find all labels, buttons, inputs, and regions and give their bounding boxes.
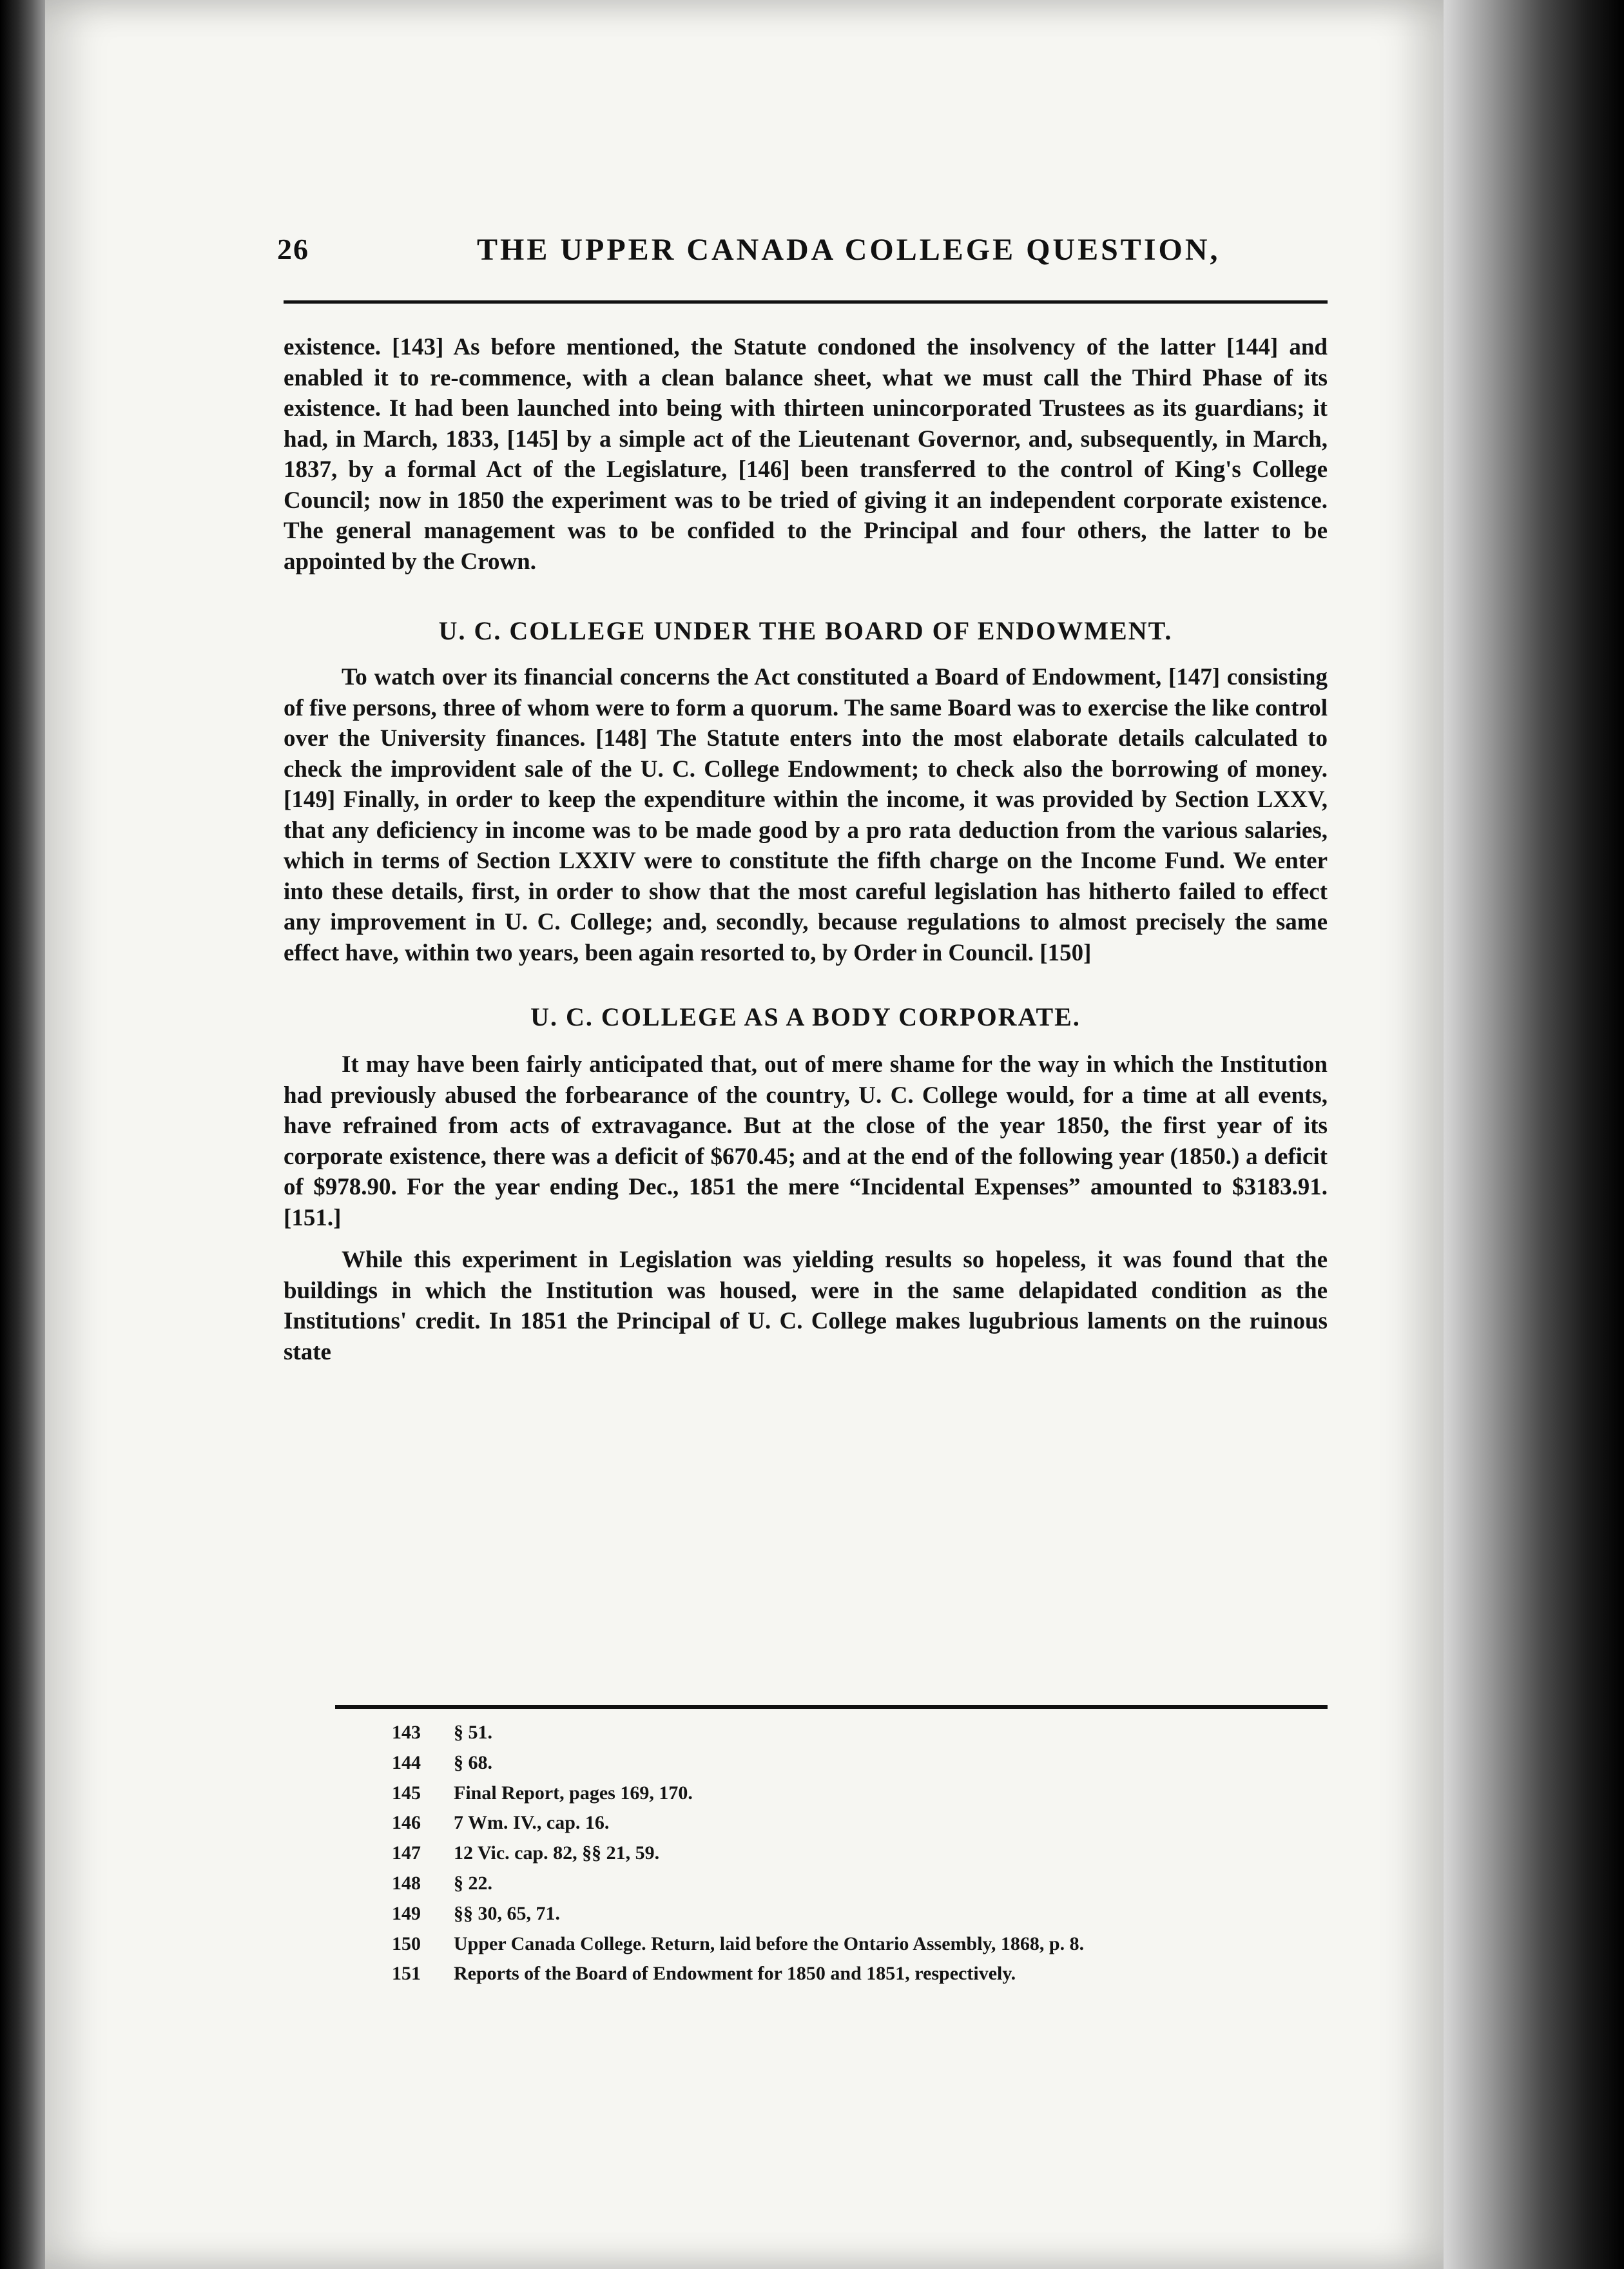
page-number: 26 [277,233,309,266]
footnote [392,1959,1358,1989]
footnote-number: 143 [392,1722,421,1743]
paragraph: existence. [143] As before mentioned, the Statute condoned the insolvency of the latter [144] and enabled it to re-commence, with a clean balance sheet, what we must call the Third Phase of its existence. It had been launched into being with thirteen unincorporated Trustees as its guardians; it had, in March, 1833, [145] by a simple act of the Lieutenant Governor, and, subsequently, in March, 1837, by a formal Act of the Legislature, [146] been transferred to the control of King's College Council; now in 1850 the experiment was to be tried of giving it an independent corporate existence. The general management was to be confided to the Principal and four others, the latter to be appointed by the Crown. [284,334,1328,575]
main-text [284,332,1328,1367]
footnote-number: 150 [392,1933,421,1954]
section-heading: U. C. COLLEGE AS A BODY CORPORATE. [530,1002,1081,1031]
footnote-number: 149 [392,1902,421,1924]
footnote-text: Upper Canada College. Return, laid before the Ontario Assembly, 1868, p. 8. [454,1933,1085,1954]
footnote-text: Final Report, pages 169, 170. [454,1782,693,1804]
footnote-text: § 22. [454,1872,492,1894]
footnote-text: § 68. [454,1751,492,1773]
footnote [392,1838,1358,1869]
footnote-text: Reports of the Board of Endowment for 1850 and 1851, respectively. [454,1963,1016,1985]
footnote-text: §§ 30, 65, 71. [454,1902,560,1924]
footnote [392,1718,1358,1748]
footnote-number: 145 [392,1782,421,1804]
footnote [392,1778,1358,1809]
footnote [392,1929,1358,1960]
footnote-number: 144 [392,1751,421,1773]
footnote-number: 146 [392,1812,421,1834]
running-head: THE UPPER CANADA COLLEGE QUESTION, [477,233,1221,267]
book-spine-shadow [0,0,45,2269]
footnote-number: 151 [392,1963,421,1985]
footnote [392,1899,1358,1929]
footnote [392,1748,1358,1778]
header-rule [284,300,1328,304]
footnotes-list [392,1718,1358,1989]
footnote [392,1869,1358,1899]
section-heading: U. C. COLLEGE UNDER THE BOARD OF ENDOWMENT. [438,616,1173,645]
page-header [277,232,1328,277]
paragraph: To watch over its financial concerns the Act constituted a Board of Endowment, [147] consisting of five persons, three of whom were to form a quorum. The same Board was to exercise the like control over the University finances. [148] The Statute enters into the most elaborate details calculated to check the improvident sale of the U. C. College Endowment; to check also the borrowing of money. [149] Finally, in order to keep the expenditure within the income, it was provided by Section LXXV, that any deficiency in income was to be made good by a pro rata deduction from the various salaries, which in terms of Section LXXIV were to constitute the fifth charge on the Income Fund. We enter into these details, first, in order to show that the most careful legislation has hitherto failed to effect any improvement in U. C. College; and, secondly, because regulations to almost precisely the same effect have, within two years, been again resorted to, by Order in Council. [150] [284,664,1328,966]
footnote [392,1808,1358,1838]
page-edge-shadow [1444,0,1624,2269]
footnote-text: § 51. [454,1722,492,1743]
footnote-rule [335,1705,1328,1709]
paragraph: While this experiment in Legislation was yielding results so hopeless, it was found that the buildings in which the Institution was housed, were in the same delapidated condition as the Institutions' credit. In 1851 the Principal of U. C. College makes lugubrious laments on the ruinous state [284,1247,1328,1365]
footnote-text: 7 Wm. IV., cap. 16. [454,1812,610,1834]
footnote-text: 12 Vic. cap. 82, §§ 21, 59. [454,1842,660,1864]
footnote-number: 147 [392,1842,421,1864]
footnote-number: 148 [392,1872,421,1894]
paragraph: It may have been fairly anticipated that, out of mere shame for the way in which the Institution had previously abused the forbearance of the country, U. C. College would, for a time at all events, have refrained from acts of extravagance. But at the close of the year 1850, the first year of its corporate existence, there was a deficit of $670.45; and at the end of the following year (1850.) a deficit of $978.90. For the year ending Dec., 1851 the mere “Incidental Expenses” amounted to $3183.91. [151.] [284,1051,1328,1231]
